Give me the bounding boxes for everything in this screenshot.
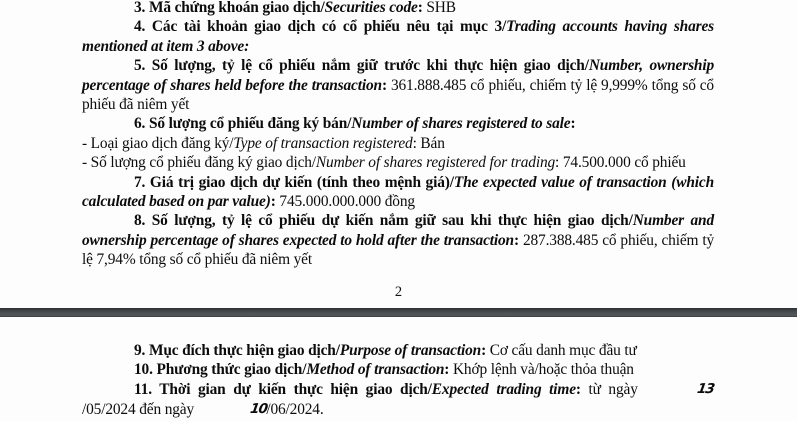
item-6-sub-2-value: 74.500.000 cổ phiếu [562, 154, 686, 172]
item-3 [82, 0, 714, 17]
item-7-label-en: The expected value of transaction (which calculated based on par value) [82, 173, 714, 211]
item-5-label-en: Number, ownership percentage of shares held before the transaction [82, 57, 714, 94]
item-7-value: 745.000.000.000 đồng [279, 193, 415, 211]
item-4-separator: : [244, 37, 250, 55]
item-6-sub-2-label-vi: Số lượng cổ phiếu đăng ký giao dịch/ [86, 154, 316, 172]
item-8-number: 8. [134, 212, 146, 230]
item-11 [82, 380, 714, 421]
item-6-separator: : [570, 115, 576, 133]
document-body-top [82, 0, 714, 270]
item-7-label-vi: Giá trị giao dịch dự kiến (tính theo mệnh giá)/ [145, 173, 454, 191]
item-3-value: SHB [426, 0, 456, 16]
item-5-label-vi: Số lượng, tỷ lệ cổ phiếu nắm giữ trước khi thực hiện giao dịch/ [145, 57, 589, 75]
end-date-rest: /06/2024. [266, 401, 324, 419]
item-5-number: 5. [134, 57, 146, 75]
item-3-number: 3. [134, 0, 146, 16]
item-6-sub-1-label-en: Type of transaction registered [233, 134, 413, 152]
page-separator-band [0, 308, 797, 317]
item-8-separator: : [513, 231, 523, 249]
item-9-label-en: Purpose of transaction [339, 342, 482, 359]
item-6-label-en: Number of shares registered to sale [351, 115, 571, 133]
item-11-value-prefix: từ ngày [588, 380, 646, 398]
item-6-sub-2-separator: : [555, 154, 563, 172]
item-11-separator: : [575, 380, 589, 398]
item-10 [82, 360, 714, 379]
item-4 [82, 17, 714, 56]
document-body-bottom [82, 341, 714, 421]
item-11-number: 11. [134, 380, 152, 398]
item-5 [82, 56, 714, 114]
item-7-number: 7. [134, 173, 146, 191]
start-date-handwritten: 13 [696, 380, 716, 397]
item-7-separator: : [270, 193, 280, 211]
item-9-value: Cơ cấu danh mục đầu tư [489, 342, 637, 359]
item-6-sub-2 [82, 153, 714, 172]
item-3-label-en: Securities code [324, 0, 418, 16]
item-6-sub-1-value: Bán [420, 134, 445, 152]
item-3-separator: : [417, 0, 427, 16]
item-6-sub-1 [82, 134, 714, 153]
item-9-separator: : [481, 342, 490, 359]
item-10-value: Khớp lệnh và/hoặc thỏa thuận [452, 361, 634, 379]
item-6 [82, 114, 714, 133]
item-4-label-en: Trading accounts having shares mentioned at item 3 above [82, 18, 714, 55]
item-10-label-vi: Phương thức giao dịch/ [152, 361, 307, 379]
item-6-label-vi: Số lượng cổ phiếu đăng ký bán/ [145, 115, 352, 133]
item-9-label-vi: Mục đích thực hiện giao dịch/ [145, 342, 340, 359]
item-5-value: 361.888.485 cổ phiếu, chiếm tỷ lệ 9,999% tổng số cổ phiếu đã niêm yết [82, 76, 714, 114]
item-4-number: 4. [134, 18, 146, 36]
item-8-label-vi: Số lượng, tỷ lệ cổ phiếu dự kiến nắm giữ sau khi thực hiện giao dịch/ [145, 212, 633, 230]
item-11-value-middle: đến ngày [139, 401, 198, 419]
item-6-sub-1-separator: : [412, 134, 421, 152]
page-number: 2 [394, 284, 403, 300]
item-10-label-en: Method of transaction [306, 361, 445, 379]
item-6-sub-2-label-en: Number of shares registered for trading [315, 154, 556, 172]
item-8-value: 287.388.485 cổ phiếu, chiếm tỷ lệ 7,94% tổng số cổ phiếu đã niêm yết [82, 231, 714, 269]
item-6-number: 6. [134, 115, 146, 133]
item-11-label-vi: Thời gian dự kiến thực hiện giao dịch/ [151, 380, 432, 398]
item-8 [82, 211, 714, 269]
item-10-separator: : [444, 361, 453, 379]
item-5-separator: : [381, 76, 391, 94]
item-7 [82, 173, 714, 212]
end-date-handwritten: 10 [248, 401, 268, 418]
item-9 [82, 341, 714, 360]
document-page-bottom [0, 317, 797, 422]
item-10-number: 10. [134, 361, 153, 379]
item-8-label-en: Number and ownership percentage of shares expected to hold after the transaction [82, 212, 714, 249]
item-11-label-en: Expected trading time [431, 380, 576, 398]
start-date-rest: /05/2024 [82, 401, 136, 419]
item-9-number: 9. [134, 342, 146, 359]
item-6-sub-2-bullet: - [82, 154, 87, 172]
item-6-sub-1-bullet: - [82, 134, 87, 152]
item-3-label-vi: Mã chứng khoán giao dịch/ [145, 0, 325, 16]
item-4-label-vi: Các tài khoản giao dịch có cổ phiếu nêu tại mục 3/ [145, 18, 507, 36]
item-6-sub-1-label-vi: Loại giao dịch đăng ký/ [86, 134, 234, 152]
